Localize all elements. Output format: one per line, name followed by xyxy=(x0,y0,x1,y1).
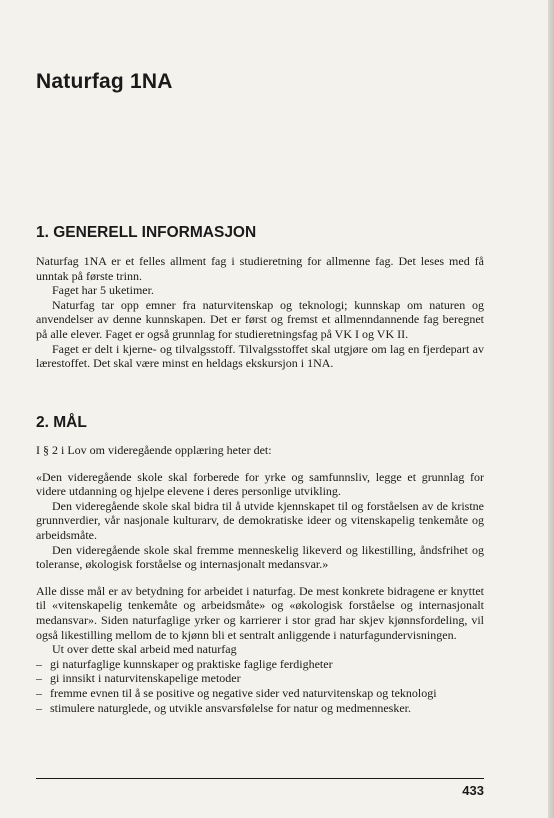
paragraph: Faget er delt i kjerne- og tilvalgsstoff. Tilvalgsstoffet skal utgjøre om lag en fjerdepart av lærestoffet. Det skal være minst en heldags ekskursjon i 1NA. xyxy=(36,341,484,371)
page-number: 433 xyxy=(462,783,484,798)
paragraph: Naturfag tar opp emner fra naturvitenskap og teknologi; kunnskap om naturen og anvendelser av denne kunnskapen. Det er først og fremst et allmenndannende fag beregnet på alle elever. Faget er også grunnlag for studieretningsfag på VK I og VK II. xyxy=(36,297,484,341)
list-item xyxy=(36,671,484,686)
section-body-general xyxy=(36,254,484,371)
section-heading-general: 1. GENERELL INFORMASJON xyxy=(36,224,257,241)
list-item-text: gi innsikt i naturvitenskapelige metoder xyxy=(50,671,241,686)
paragraph: Alle disse mål er av betydning for arbeidet i naturfag. De mest konkrete bidragene er knyttet til «vitenskapelig tenkemåte og arbeidsmåte» og «økologisk forståelse og internasjonalt medansvar». Siden naturfaglige yrker og karrierer i stor grad har skjev kjønnsfordeling, vil også likestilling mellom de to kjønn bli et sentralt anliggende i naturfagundervisningen. xyxy=(36,583,484,642)
paragraph: Faget har 5 uketimer. xyxy=(52,283,154,298)
dash-marker: – xyxy=(36,656,42,671)
footer-rule xyxy=(36,778,484,779)
list-item-text: gi naturfaglige kunnskaper og praktiske faglige ferdigheter xyxy=(50,656,333,671)
dash-marker: – xyxy=(36,700,42,715)
section-body-goals xyxy=(36,443,484,715)
quote-paragraph: «Den videregående skole skal forberede for yrke og samfunnsliv, legge et grunnlag for videre utdanning og hjelpe elevene i deres personlige utvikling. xyxy=(36,469,484,499)
quote-paragraph: Den videregående skole skal fremme menneskelig likeverd og likestilling, åndsfrihet og toleranse, økologisk forståelse og internasjonalt medansvar.» xyxy=(36,542,484,572)
list-item xyxy=(36,657,484,672)
list-item xyxy=(36,686,484,701)
list-item xyxy=(36,701,484,716)
goals-list xyxy=(36,657,484,715)
section-heading-goals: 2. MÅL xyxy=(36,414,87,431)
page-edge xyxy=(548,0,554,818)
dash-marker: – xyxy=(36,671,42,686)
list-intro: Ut over dette skal arbeid med naturfag xyxy=(52,642,237,657)
dash-marker: – xyxy=(36,685,42,700)
list-item-text: fremme evnen til å se positive og negative sider ved naturvitenskap og teknologi xyxy=(50,685,437,700)
page-title: Naturfag 1NA xyxy=(36,70,173,93)
quote-paragraph: Den videregående skole skal bidra til å utvide kjennskapet til og forståelsen av de kristne grunnverdier, vår nasjonale kulturarv, de demokratiske ideer og vitenskapelig tenkemåte og arbeidsmåte. xyxy=(36,498,484,542)
list-item-text: stimulere naturglede, og utvikle ansvarsfølelse for natur og medmennesker. xyxy=(50,700,412,715)
paragraph: Naturfag 1NA er et felles allment fag i studieretning for allmenne fag. Det leses med få unntak på første trinn. xyxy=(36,254,484,283)
paragraph-intro: I § 2 i Lov om videregående opplæring heter det: xyxy=(36,443,272,457)
